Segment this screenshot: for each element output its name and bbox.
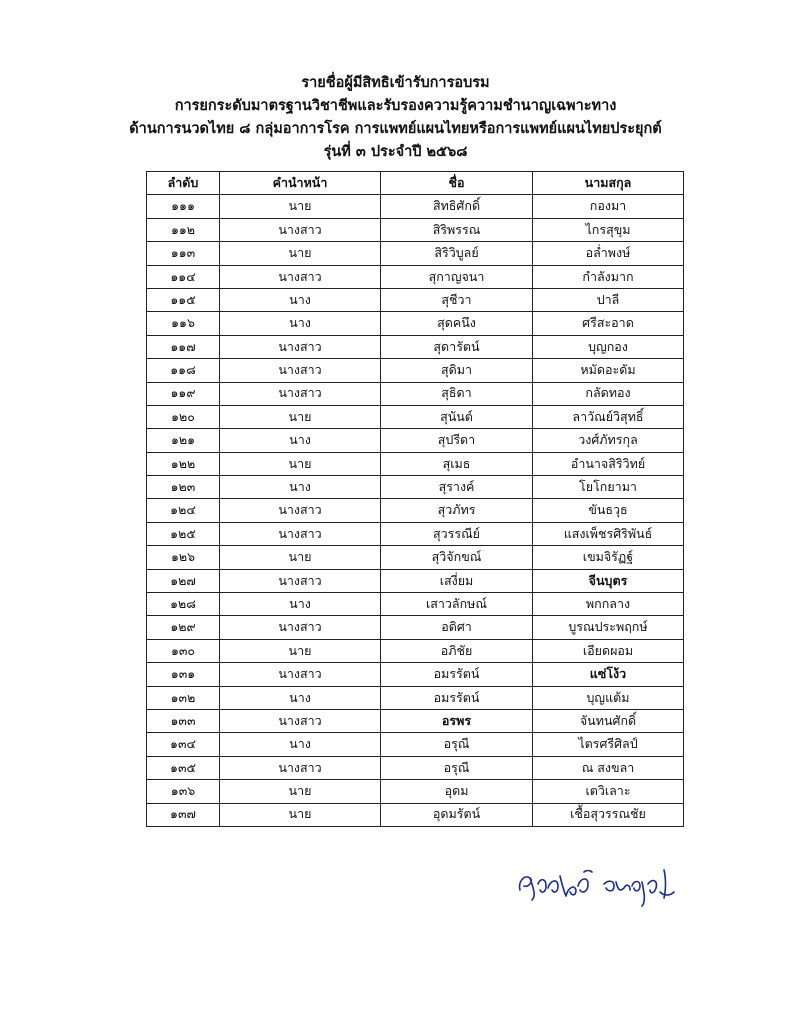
- row-title: นางสาว: [220, 218, 381, 241]
- row-number: ๑๓๖: [147, 780, 220, 803]
- row-last-name: ปาลี: [533, 288, 684, 311]
- row-last-name: ศรีสะอาด: [533, 312, 684, 335]
- table-row: [147, 265, 684, 288]
- row-number: ๑๑๑: [147, 195, 220, 218]
- row-title: นางสาว: [220, 499, 381, 522]
- header-batch: รุ่นที่ ๓ ประจำปี ๒๕๖๘: [323, 144, 468, 160]
- row-first-name: เสาวลักษณ์: [381, 593, 533, 616]
- row-title: นางสาว: [220, 522, 381, 545]
- row-first-name: อุดม: [381, 780, 533, 803]
- row-number: ๑๑๒: [147, 218, 220, 241]
- row-title: นางสาว: [220, 335, 381, 358]
- row-first-name: อมรรัตน์: [381, 663, 533, 686]
- row-last-name: บุญแต้ม: [533, 686, 684, 709]
- row-title: นาย: [220, 546, 381, 569]
- row-last-name: พกกลาง: [533, 593, 684, 616]
- row-first-name: สุวิจักขณ์: [381, 546, 533, 569]
- row-title: นางสาว: [220, 756, 381, 779]
- row-first-name: สุธิดา: [381, 382, 533, 405]
- row-title: นางสาว: [220, 382, 381, 405]
- row-first-name: อรุณี: [381, 733, 533, 756]
- row-first-name: อรพร: [381, 709, 533, 732]
- row-first-name: สิริวิบูลย์: [381, 242, 533, 265]
- row-number: ๑๒๙: [147, 616, 220, 639]
- table-row: [147, 359, 684, 382]
- header-title: รายชื่อผู้มีสิทธิเข้ารับการอบรม: [301, 75, 490, 91]
- row-first-name: สุดารัตน์: [381, 335, 533, 358]
- column-header-no: ลำดับ: [147, 172, 220, 195]
- row-last-name: อล่ำพงษ์: [533, 242, 684, 265]
- table-row: [147, 780, 684, 803]
- row-title: นาง: [220, 288, 381, 311]
- row-first-name: สุวภัทร: [381, 499, 533, 522]
- row-number: ๑๒๐: [147, 405, 220, 428]
- row-title: นาย: [220, 452, 381, 475]
- row-title: นางสาว: [220, 569, 381, 592]
- row-number: ๑๓๗: [147, 803, 220, 826]
- table-row: [147, 803, 684, 826]
- row-last-name: หมัดอะดัม: [533, 359, 684, 382]
- row-last-name: ณ สงขลา: [533, 756, 684, 779]
- row-number: ๑๒๔: [147, 499, 220, 522]
- signature: [514, 862, 694, 907]
- row-last-name: อำนาจสิริวิทย์: [533, 452, 684, 475]
- participant-table: [146, 171, 684, 827]
- table-header-row: [147, 172, 684, 195]
- row-number: ๑๓๒: [147, 686, 220, 709]
- row-first-name: อมรรัตน์: [381, 686, 533, 709]
- row-first-name: สุชีวา: [381, 288, 533, 311]
- column-header-last-name: นามสกุล: [533, 172, 684, 195]
- row-first-name: สิริพรรณ: [381, 218, 533, 241]
- table-row: [147, 569, 684, 592]
- table-row: [147, 382, 684, 405]
- row-last-name: กลัดทอง: [533, 382, 684, 405]
- table-row: [147, 522, 684, 545]
- row-last-name: ขันธวุธ: [533, 499, 684, 522]
- table-row: [147, 733, 684, 756]
- table-row: [147, 335, 684, 358]
- row-last-name: กองมา: [533, 195, 684, 218]
- table-row: [147, 593, 684, 616]
- table-row: [147, 218, 684, 241]
- row-number: ๑๒๑: [147, 429, 220, 452]
- row-last-name: แสงเพ็ชรศิริพันธ์: [533, 522, 684, 545]
- row-number: ๑๒๓: [147, 476, 220, 499]
- row-first-name: สุรางค์: [381, 476, 533, 499]
- column-header-first-name: ชื่อ: [381, 172, 533, 195]
- table-row: [147, 405, 684, 428]
- table-row: [147, 312, 684, 335]
- row-first-name: อุดมรัตน์: [381, 803, 533, 826]
- row-title: นางสาว: [220, 709, 381, 732]
- table-row: [147, 499, 684, 522]
- row-number: ๑๒๒: [147, 452, 220, 475]
- row-last-name: เตวิเลาะ: [533, 780, 684, 803]
- header-subtitle-2: ด้านการนวดไทย ๘ กลุ่มอาการโรค การแพทย์แผนไทยหรือการแพทย์แผนไทยประยุกต์: [129, 121, 662, 137]
- table-row: [147, 476, 684, 499]
- table-row: [147, 195, 684, 218]
- table-row: [147, 429, 684, 452]
- row-first-name: อดิศา: [381, 616, 533, 639]
- row-first-name: สุนันต์: [381, 405, 533, 428]
- row-title: นาย: [220, 242, 381, 265]
- row-number: ๑๒๗: [147, 569, 220, 592]
- row-number: ๑๑๘: [147, 359, 220, 382]
- row-number: ๑๓๓: [147, 709, 220, 732]
- row-last-name: เอียดผอม: [533, 639, 684, 662]
- row-number: ๑๑๖: [147, 312, 220, 335]
- table-row: [147, 756, 684, 779]
- row-number: ๑๓๕: [147, 756, 220, 779]
- row-number: ๑๑๗: [147, 335, 220, 358]
- header-subtitle: การยกระดับมาตรฐานวิชาชีพและรับรองความรู้ความชำนาญเฉพาะทาง: [174, 98, 617, 114]
- row-title: นาย: [220, 803, 381, 826]
- table-body: [147, 195, 684, 827]
- row-title: นาย: [220, 195, 381, 218]
- row-first-name: สุปรีดา: [381, 429, 533, 452]
- row-first-name: อภิชัย: [381, 639, 533, 662]
- row-title: นางสาว: [220, 265, 381, 288]
- row-last-name: บุญกอง: [533, 335, 684, 358]
- row-first-name: สุดคนึง: [381, 312, 533, 335]
- table-row: [147, 639, 684, 662]
- row-title: นาง: [220, 593, 381, 616]
- table-row: [147, 616, 684, 639]
- row-title: นาง: [220, 686, 381, 709]
- row-first-name: สุกาญจนา: [381, 265, 533, 288]
- table-row: [147, 288, 684, 311]
- row-number: ๑๑๓: [147, 242, 220, 265]
- table-row: [147, 709, 684, 732]
- row-title: นางสาว: [220, 616, 381, 639]
- row-title: นาย: [220, 780, 381, 803]
- row-number: ๑๓๔: [147, 733, 220, 756]
- row-last-name: กำลังมาก: [533, 265, 684, 288]
- row-last-name: บูรณประพฤกษ์: [533, 616, 684, 639]
- row-number: ๑๒๖: [147, 546, 220, 569]
- table-row: [147, 663, 684, 686]
- row-last-name: ลาวัณย์วิสุทธิ์: [533, 405, 684, 428]
- row-number: ๑๓๑: [147, 663, 220, 686]
- row-title: นาง: [220, 312, 381, 335]
- row-first-name: อรุณี: [381, 756, 533, 779]
- row-last-name: วงศ์ภัทรกุล: [533, 429, 684, 452]
- row-first-name: เสงี่ยม: [381, 569, 533, 592]
- row-number: ๑๑๙: [147, 382, 220, 405]
- row-last-name: ไกรสุขุม: [533, 218, 684, 241]
- row-title: นางสาว: [220, 359, 381, 382]
- row-last-name: เชื้อสุวรรณชัย: [533, 803, 684, 826]
- row-number: ๑๓๐: [147, 639, 220, 662]
- row-title: นาง: [220, 476, 381, 499]
- row-first-name: สุวรรณีย์: [381, 522, 533, 545]
- row-title: นาง: [220, 733, 381, 756]
- row-last-name: เขมจิรัฏฐ์: [533, 546, 684, 569]
- row-first-name: สิทธิศักดิ์: [381, 195, 533, 218]
- column-header-title: คำนำหน้า: [220, 172, 381, 195]
- row-last-name: โยโกยามา: [533, 476, 684, 499]
- row-last-name: จีนบุตร: [533, 569, 684, 592]
- row-title: นาย: [220, 405, 381, 428]
- row-title: นาง: [220, 429, 381, 452]
- row-number: ๑๒๘: [147, 593, 220, 616]
- table-row: [147, 686, 684, 709]
- row-number: ๑๑๔: [147, 265, 220, 288]
- row-title: นาย: [220, 639, 381, 662]
- row-last-name: ไตรศรีศิลป์: [533, 733, 684, 756]
- table-row: [147, 242, 684, 265]
- row-number: ๑๑๕: [147, 288, 220, 311]
- table-header: [147, 172, 684, 195]
- row-first-name: สุเมธ: [381, 452, 533, 475]
- table-row: [147, 452, 684, 475]
- row-number: ๑๒๕: [147, 522, 220, 545]
- row-title: นางสาว: [220, 663, 381, 686]
- table-row: [147, 546, 684, 569]
- row-last-name: จันทนศักดิ์: [533, 709, 684, 732]
- document-header: [0, 72, 791, 164]
- row-last-name: แซ่โง้ว: [533, 663, 684, 686]
- row-first-name: สุดิมา: [381, 359, 533, 382]
